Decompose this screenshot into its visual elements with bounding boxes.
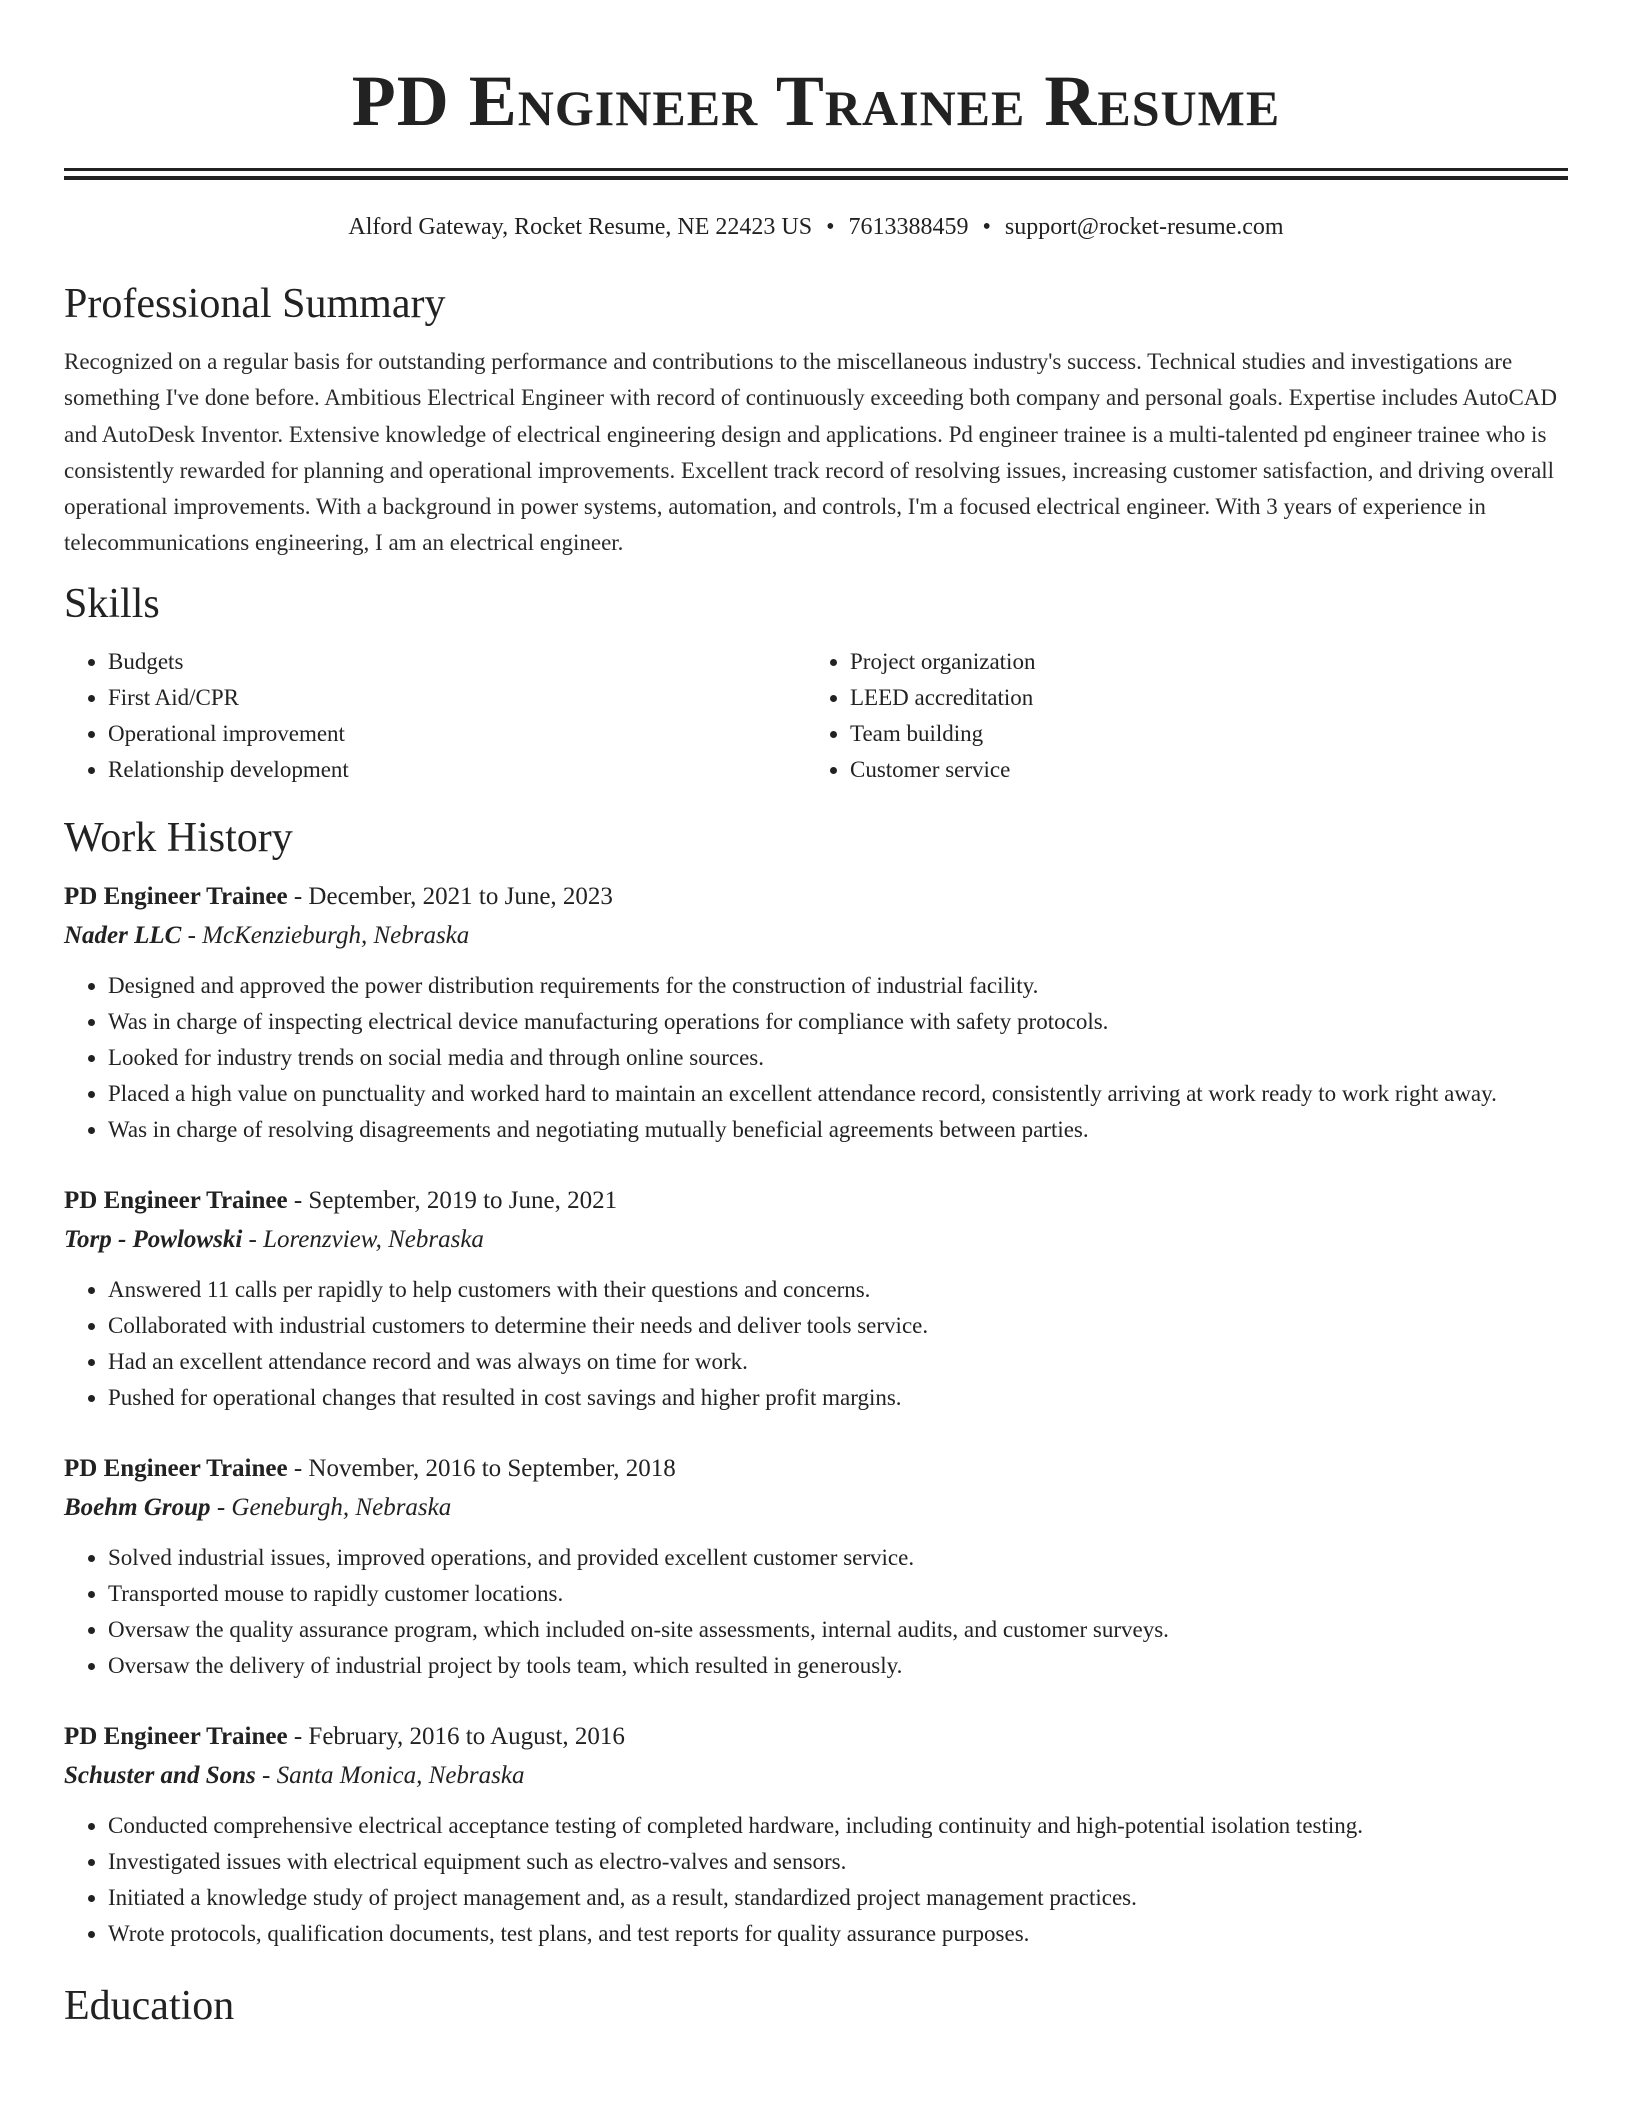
job-company-line <box>64 1488 1568 1528</box>
job-company: Boehm Group <box>64 1493 211 1521</box>
job-title: PD Engineer Trainee <box>64 1186 288 1214</box>
title-divider-bottom <box>64 176 1568 180</box>
job-entry <box>64 1718 1568 1952</box>
job-bullet: • Solved industrial issues, improved operations, and provided excellent customer service. <box>108 1540 1568 1576</box>
job-bullet: • Investigated issues with electrical equipment such as electro-valves and sensors. <box>108 1844 1568 1880</box>
contact-email: support@rocket-resume.com <box>1004 214 1284 240</box>
job-bullet: • Conducted comprehensive electrical acceptance testing of completed hardware, including continuity and high-potential isolation testing. <box>108 1808 1568 1844</box>
job-bullet: • Oversaw the quality assurance program, which included on-site assessments, internal audits, and customer surveys. <box>108 1612 1568 1648</box>
job-company-line <box>64 916 1568 956</box>
job-title: PD Engineer Trainee <box>64 882 288 910</box>
job-company-line <box>64 1220 1568 1260</box>
skill-item: • Project organization <box>850 644 1548 680</box>
job-title-line <box>64 1718 1568 1756</box>
job-bullet: • Designed and approved the power distribution requirements for the construction of industrial facility. <box>108 968 1568 1004</box>
job-bullet: • Looked for industry trends on social media and through online sources. <box>108 1040 1568 1076</box>
job-bullets <box>64 1272 1568 1416</box>
contact-line <box>64 210 1568 244</box>
title-divider-top <box>64 168 1568 171</box>
job-company-line <box>64 1756 1568 1796</box>
job-company: Nader LLC <box>64 921 182 949</box>
contact-address: Alford Gateway, Rocket Resume, NE 22423 US <box>348 214 813 240</box>
job-bullet: • Initiated a knowledge study of project management and, as a result, standardized project management practices. <box>108 1880 1568 1916</box>
job-bullet: • Answered 11 calls per rapidly to help customers with their questions and concerns. <box>108 1272 1568 1308</box>
skills-column-left <box>64 644 806 788</box>
job-location: - Santa Monica, Nebraska <box>255 1761 525 1789</box>
job-bullet: • Transported mouse to rapidly customer locations. <box>108 1576 1568 1612</box>
job-dates: - December, 2021 to June, 2023 <box>287 882 613 910</box>
education-heading: Education <box>64 1982 235 2029</box>
skills-column-right <box>806 644 1548 788</box>
job-dates: - November, 2016 to September, 2018 <box>287 1454 676 1482</box>
job-bullets <box>64 1540 1568 1684</box>
skill-item: • First Aid/CPR <box>108 680 806 716</box>
job-bullet: • Had an excellent attendance record and was always on time for work. <box>108 1344 1568 1380</box>
job-location: - McKenzieburgh, Nebraska <box>181 921 470 949</box>
job-location: - Lorenzview, Nebraska <box>242 1225 484 1253</box>
job-bullet: • Collaborated with industrial customers to determine their needs and deliver tools service. <box>108 1308 1568 1344</box>
job-entry <box>64 878 1568 1148</box>
job-location: - Geneburgh, Nebraska <box>210 1493 452 1521</box>
contact-separator: • <box>826 214 835 240</box>
job-company: Schuster and Sons <box>64 1761 256 1789</box>
job-company: Torp - Powlowski <box>64 1225 243 1253</box>
job-bullet: • Was in charge of resolving disagreements and negotiating mutually beneficial agreements between parties. <box>108 1112 1568 1148</box>
contact-phone: 7613388459 <box>848 214 969 240</box>
job-title-line <box>64 1182 1568 1220</box>
job-dates: - September, 2019 to June, 2021 <box>287 1186 618 1214</box>
job-bullet: • Oversaw the delivery of industrial project by tools team, which resulted in generously. <box>108 1648 1568 1684</box>
job-title: PD Engineer Trainee <box>64 1454 288 1482</box>
resume-title: PD Engineer Trainee Resume <box>351 61 1281 141</box>
job-bullets <box>64 968 1568 1148</box>
job-bullets <box>64 1808 1568 1952</box>
job-dates: - February, 2016 to August, 2016 <box>287 1722 625 1750</box>
summary-heading: Professional Summary <box>64 281 446 327</box>
resume-page <box>64 0 1568 2032</box>
job-bullet: • Placed a high value on punctuality and worked hard to maintain an excellent attendance record, consistently arriving at work ready to work right away. <box>108 1076 1568 1112</box>
job-bullet: • Was in charge of inspecting electrical device manufacturing operations for compliance with safety protocols. <box>108 1004 1568 1040</box>
skills-list <box>64 644 1568 788</box>
job-title-line <box>64 1450 1568 1488</box>
skill-item: • Relationship development <box>108 752 806 788</box>
skill-item: • Operational improvement <box>108 716 806 752</box>
skill-item: • Budgets <box>108 644 806 680</box>
skill-item: • LEED accreditation <box>850 680 1548 716</box>
summary-text: Recognized on a regular basis for outstanding performance and contributions to the miscellaneous industry's success. Technical studies and investigations are something I've done before. Ambitious Electrical Engineer with record of continuously exceeding both company and personal goals. Expertise includes AutoCAD and AutoDesk Inventor. Extensive knowledge of electrical engineering design and applications. Pd engineer trainee is a multi-talented pd engineer trainee who is consistently rewarded for planning and operational improvements. Excellent track record of resolving issues, increasing customer satisfaction, and driving overall operational improvements. With a background in power systems, automation, and controls, I'm a focused electrical engineer. With 3 years of experience in telecommunications engineering, I am an electrical engineer. <box>64 349 1558 556</box>
skill-item: • Customer service <box>850 752 1548 788</box>
contact-separator: • <box>982 214 991 240</box>
job-bullet: • Wrote protocols, qualification documents, test plans, and test reports for quality assurance purposes. <box>108 1916 1568 1952</box>
work-history-heading: Work History <box>64 814 293 861</box>
job-entry <box>64 1182 1568 1416</box>
job-bullet: • Pushed for operational changes that resulted in cost savings and higher profit margins. <box>108 1380 1568 1416</box>
job-title-line <box>64 878 1568 916</box>
skill-item: • Team building <box>850 716 1548 752</box>
skills-heading: Skills <box>64 580 160 627</box>
job-title: PD Engineer Trainee <box>64 1722 288 1750</box>
job-entry <box>64 1450 1568 1684</box>
